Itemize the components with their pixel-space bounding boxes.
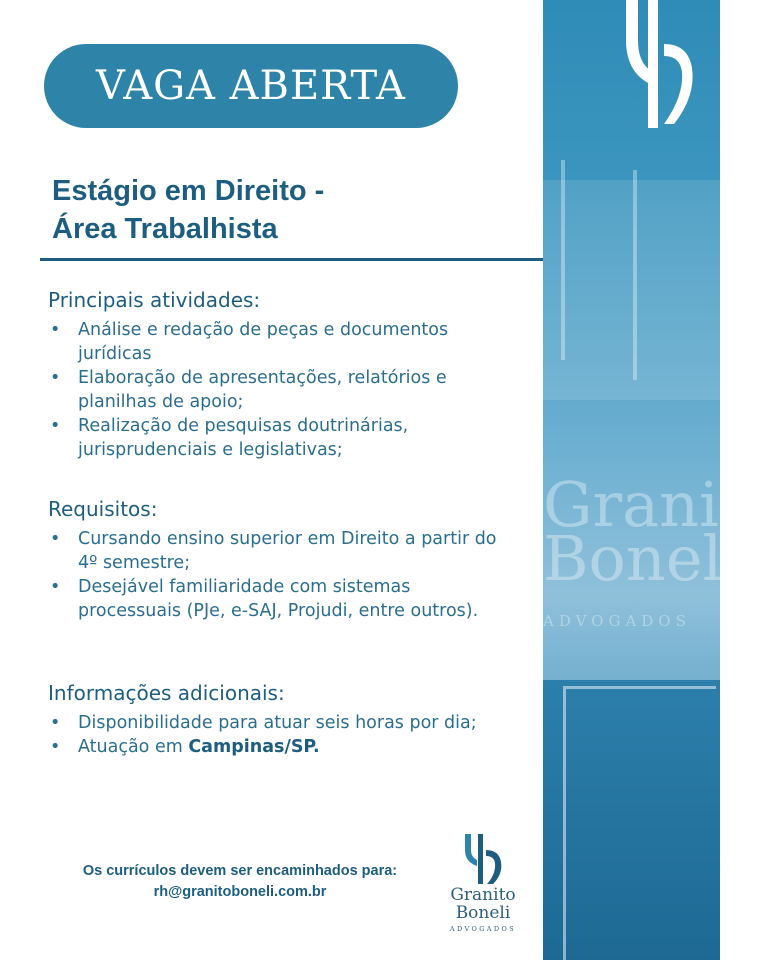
section-heading: Informações adicionais:	[48, 681, 285, 705]
logo-tagline: ADVOGADOS	[449, 925, 517, 933]
gb-monogram-icon	[592, 0, 720, 128]
company-logo	[438, 832, 528, 933]
list-item: • Cursando ensino superior em Direito a partir do 4º semestre;	[48, 527, 518, 575]
bullet-list	[48, 527, 518, 623]
job-title-line1: Estágio em Direito -	[52, 175, 325, 207]
photo-sign-line2: Boneli	[543, 522, 743, 595]
logo-name-line1: Granito	[450, 885, 516, 905]
badge-label: VAGA ABERTA	[96, 63, 406, 109]
section-additional-info	[48, 681, 518, 759]
gb-monogram-icon	[457, 832, 509, 886]
location-highlight: Campinas/SP.	[188, 737, 320, 757]
application-instructions	[40, 861, 440, 903]
section-heading: Requisitos:	[48, 497, 158, 521]
photo-sign-line3: ADVOGADOS	[543, 612, 691, 630]
bullet-list	[48, 318, 518, 462]
title-divider	[40, 258, 543, 261]
photo-sign-line1: Granito	[543, 468, 781, 541]
open-position-badge	[44, 44, 458, 128]
logo-name-line2: Boneli	[455, 903, 511, 923]
job-title	[52, 172, 522, 248]
list-item: • Realização de pesquisas doutrinárias, jurisprudenciais e legislativas;	[48, 414, 518, 462]
list-item-text: Atuação em	[78, 737, 189, 757]
list-item: • Desejável familiaridade com sistemas processuais (PJe, e-SAJ, Projudi, entre outros).	[48, 575, 518, 623]
section-requirements	[48, 497, 518, 623]
photo-sign-post	[633, 170, 637, 380]
list-item: • Análise e redação de peças e documentos jurídicas	[48, 318, 518, 366]
email-link[interactable]: rh@granitoboneli.com.br	[153, 884, 327, 900]
job-title-line2: Área Trabalhista	[52, 213, 278, 245]
list-item: • Elaboração de apresentações, relatórios e planilhas de apoio;	[48, 366, 518, 414]
section-activities	[48, 288, 518, 462]
photo-door-frame	[563, 686, 716, 963]
photo-wall	[543, 180, 720, 400]
bullet-list	[48, 711, 518, 759]
footer-line1: Os currículos devem ser encaminhados para:	[82, 863, 398, 879]
list-item	[48, 735, 518, 759]
building-photo	[543, 0, 781, 960]
section-heading: Principais atividades:	[48, 288, 261, 312]
photo-sign-post	[561, 160, 565, 360]
list-item: • Disponibilidade para atuar seis horas por dia;	[48, 711, 518, 735]
